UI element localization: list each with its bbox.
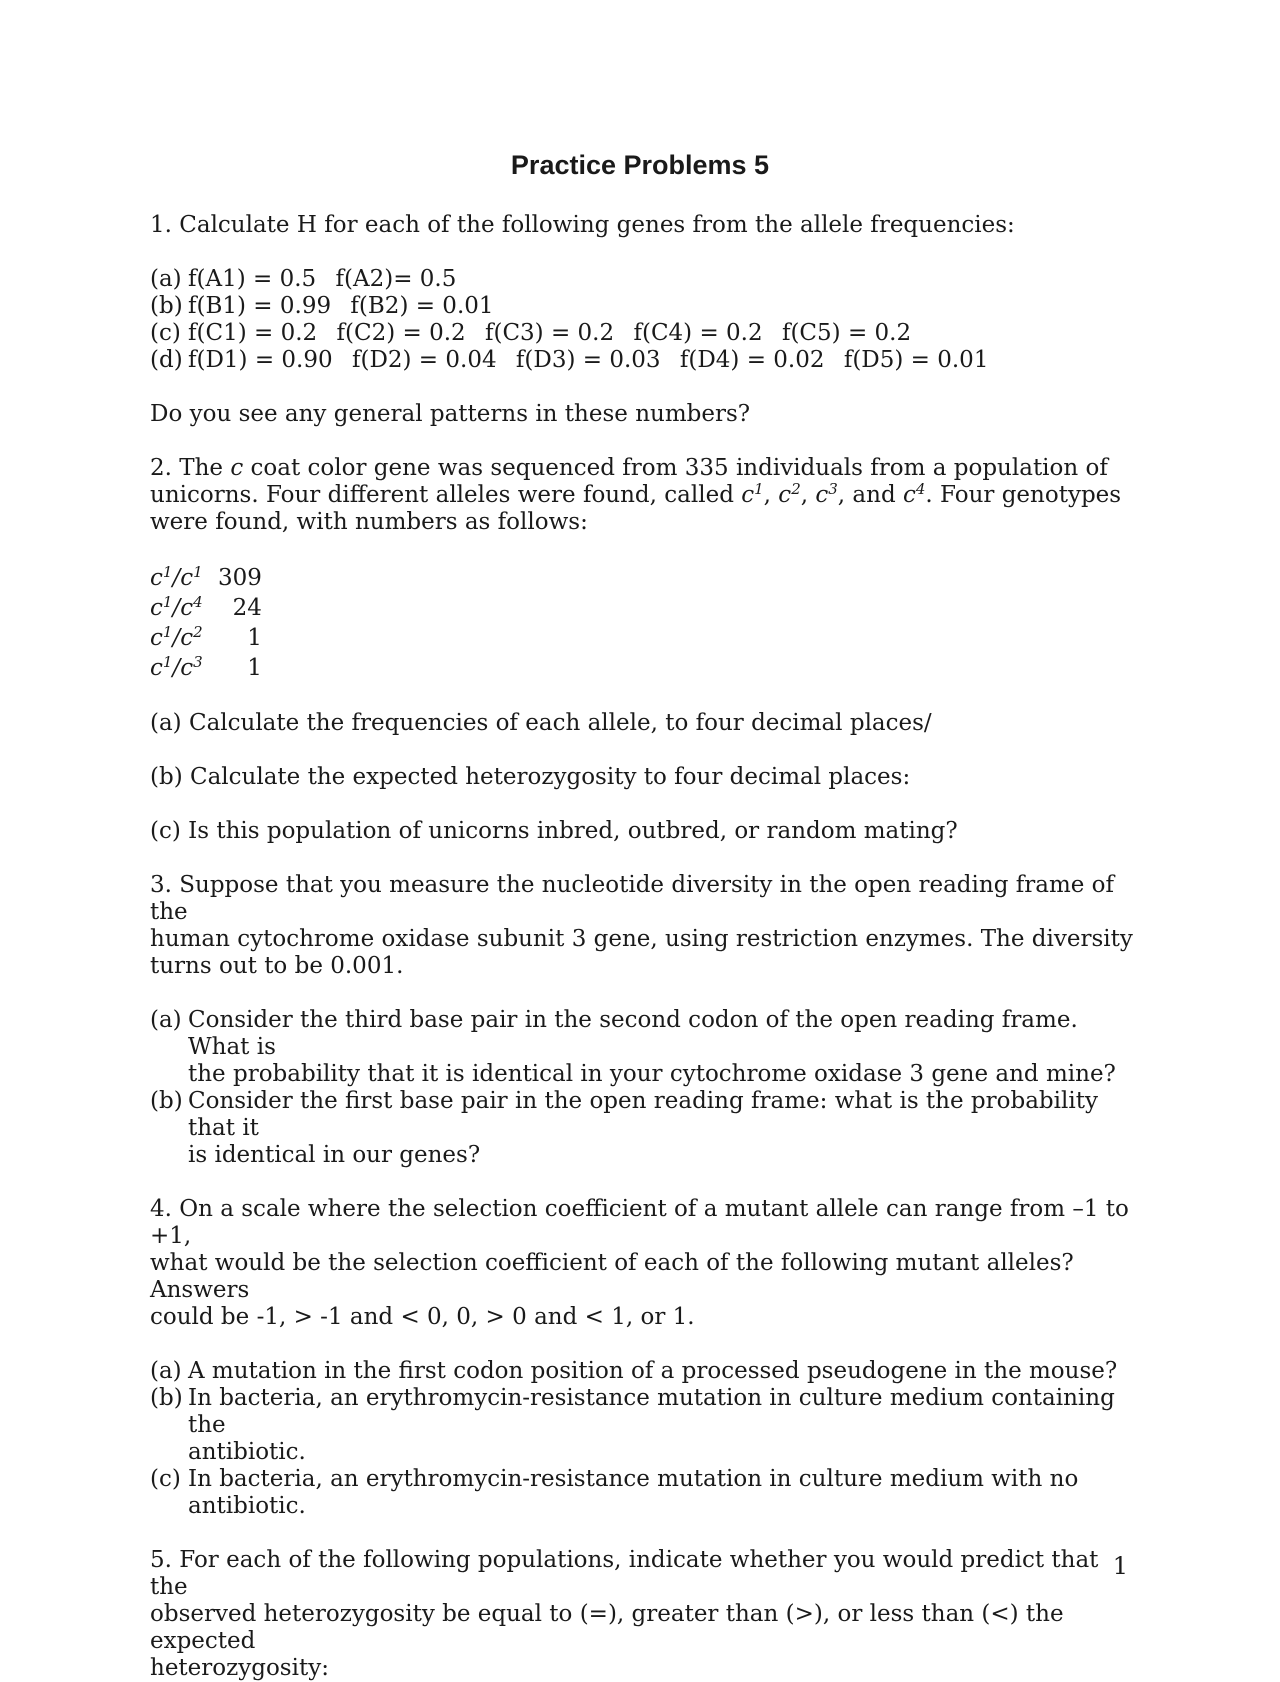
text-run: heterozygosity: bbox=[150, 1655, 329, 1681]
q5-prompt bbox=[150, 1547, 1140, 1682]
allele-symbol: c bbox=[741, 482, 755, 508]
frequency-line bbox=[188, 293, 1140, 320]
q3-parts bbox=[150, 1007, 1140, 1169]
allele-superscript: 2 bbox=[791, 480, 801, 498]
text-run: . Four genotypes bbox=[925, 482, 1122, 508]
list-item bbox=[150, 1007, 1140, 1088]
text-run: 5. For each of the following populations, indicate whether you would predict that the bbox=[150, 1547, 1099, 1600]
item-label: (a) bbox=[150, 266, 182, 292]
text-run: 3. Suppose that you measure the nucleotide diversity in the open reading frame of the bbox=[150, 872, 1115, 925]
item-label: (c) bbox=[150, 320, 181, 346]
item-label: (a) bbox=[150, 1358, 182, 1384]
item-text: In bacteria, an erythromycin-resistance mutation in culture medium containing the antibiotic. bbox=[188, 1385, 1115, 1465]
gene-symbol: c bbox=[230, 455, 244, 481]
list-item bbox=[150, 266, 1140, 293]
frequency-value: f(C2) = 0.2 bbox=[336, 320, 466, 346]
list-item bbox=[150, 320, 1140, 347]
q2-part-a: (a) Calculate the frequencies of each allele, to four decimal places/ bbox=[150, 710, 932, 736]
frequency-value: f(A2)= 0.5 bbox=[335, 266, 457, 292]
count-cell: 309 bbox=[218, 564, 262, 591]
frequency-value: f(D5) = 0.01 bbox=[843, 347, 989, 373]
frequency-value: f(C5) = 0.2 bbox=[781, 320, 912, 346]
item-text: In bacteria, an erythromycin-resistance mutation in culture medium with no antibiotic. bbox=[188, 1466, 1079, 1519]
text-run: human cytochrome oxidase subunit 3 gene, using restriction enzymes. The diversity bbox=[150, 926, 1133, 952]
q4-prompt bbox=[150, 1196, 1140, 1331]
frequency-line bbox=[188, 347, 1140, 374]
genotype-cell: $c^1/c^3$ bbox=[150, 652, 203, 681]
item-label: (b) bbox=[150, 1088, 183, 1114]
frequency-value: f(B1) = 0.99 bbox=[188, 293, 332, 319]
q1-followup: Do you see any general patterns in these numbers? bbox=[150, 401, 751, 427]
q1-prompt: 1. Calculate H for each of the following genes from the allele frequencies: bbox=[150, 212, 1015, 238]
frequency-value: f(A1) = 0.5 bbox=[188, 266, 317, 292]
frequency-value: f(D1) = 0.90 bbox=[188, 347, 333, 373]
genotype-cell: $c^1/c^1$ bbox=[150, 562, 203, 591]
table-row bbox=[150, 653, 262, 683]
frequency-value: f(D2) = 0.04 bbox=[351, 347, 497, 373]
q2-prompt: 2. The c coat color gene was sequenced from 335 individuals from a population of unicorns. Four different alleles were found, called $c^1$, $c^2$, $c^3$, and $c^4$. Four genotypes were found, with numbers as follows: bbox=[150, 455, 1122, 535]
text-run: 2. The bbox=[150, 455, 231, 481]
frequency-line bbox=[188, 266, 1140, 293]
allele-superscript: 1 bbox=[754, 480, 764, 498]
frequency-value: f(C1) = 0.2 bbox=[188, 320, 318, 346]
count-cell: 1 bbox=[247, 624, 262, 651]
item-text: A mutation in the first codon position of a processed pseudogene in the mouse? bbox=[188, 1358, 1118, 1384]
allele-superscript: 3 bbox=[828, 480, 838, 498]
frequency-value: f(B2) = 0.01 bbox=[350, 293, 494, 319]
frequency-value: f(D3) = 0.03 bbox=[515, 347, 661, 373]
item-text: Consider the third base pair in the second codon of the open reading frame. What is the probability that it is identical in your cytochrome oxidase 3 gene and mine? bbox=[188, 1007, 1116, 1087]
list-item bbox=[150, 347, 1140, 374]
text-run: what would be the selection coefficient of each of the following mutant alleles? Answers bbox=[150, 1250, 1074, 1303]
document-body bbox=[150, 212, 1140, 1682]
q2-part-b: (b) Calculate the expected heterozygosity to four decimal places: bbox=[150, 764, 911, 790]
q1-frequency-list bbox=[150, 266, 1140, 374]
text-run: unicorns. Four different alleles were found, called bbox=[150, 482, 742, 508]
item-label: (a) bbox=[150, 1007, 182, 1033]
text-run: coat color gene was sequenced from 335 individuals from a population of bbox=[243, 455, 1108, 481]
frequency-value: f(C3) = 0.2 bbox=[484, 320, 615, 346]
page-title: Practice Problems 5 bbox=[510, 150, 770, 180]
genotype-cell: $c^1/c^4$ bbox=[150, 592, 203, 621]
text-run: were found, with numbers as follows: bbox=[150, 509, 588, 535]
list-item bbox=[150, 1088, 1140, 1169]
q3-prompt bbox=[150, 872, 1140, 980]
frequency-value: f(C4) = 0.2 bbox=[633, 320, 763, 346]
item-label: (b) bbox=[150, 1385, 183, 1411]
list-item bbox=[150, 1466, 1140, 1520]
text-run: turns out to be 0.001. bbox=[150, 953, 404, 979]
count-cell: 24 bbox=[232, 594, 262, 621]
list-item bbox=[150, 1358, 1140, 1385]
allele-symbol: c bbox=[778, 482, 792, 508]
item-label: (c) bbox=[150, 1466, 181, 1492]
list-item bbox=[150, 293, 1140, 320]
table-row bbox=[150, 623, 262, 653]
count-cell: 1 bbox=[247, 654, 262, 681]
allele-symbol: c bbox=[815, 482, 829, 508]
genotype-cell: $c^1/c^2$ bbox=[150, 622, 203, 651]
frequency-line bbox=[188, 320, 1140, 347]
text-run: could be -1, > -1 and < 0, 0, > 0 and < 1, or 1. bbox=[150, 1304, 695, 1330]
page-number: 1 bbox=[1112, 1552, 1128, 1580]
allele-superscript: 4 bbox=[915, 480, 926, 498]
item-text: Consider the first base pair in the open reading frame: what is the probability that it is identical in our genes? bbox=[188, 1088, 1098, 1168]
item-label: (d) bbox=[150, 347, 183, 373]
text-run: observed heterozygosity be equal to (=), greater than (>), or less than (<) the expected bbox=[150, 1601, 1064, 1654]
allele-symbol: c bbox=[902, 482, 916, 508]
text-run: 4. On a scale where the selection coefficient of a mutant allele can range from –1 to +1, bbox=[150, 1196, 1129, 1249]
table-row bbox=[150, 593, 262, 623]
list-item bbox=[150, 1385, 1140, 1466]
q4-parts bbox=[150, 1358, 1140, 1520]
frequency-value: f(D4) = 0.02 bbox=[679, 347, 825, 373]
q2-part-c: (c) Is this population of unicorns inbred, outbred, or random mating? bbox=[150, 818, 958, 844]
item-label: (b) bbox=[150, 293, 183, 319]
genotype-table bbox=[150, 563, 262, 683]
table-row bbox=[150, 563, 262, 593]
